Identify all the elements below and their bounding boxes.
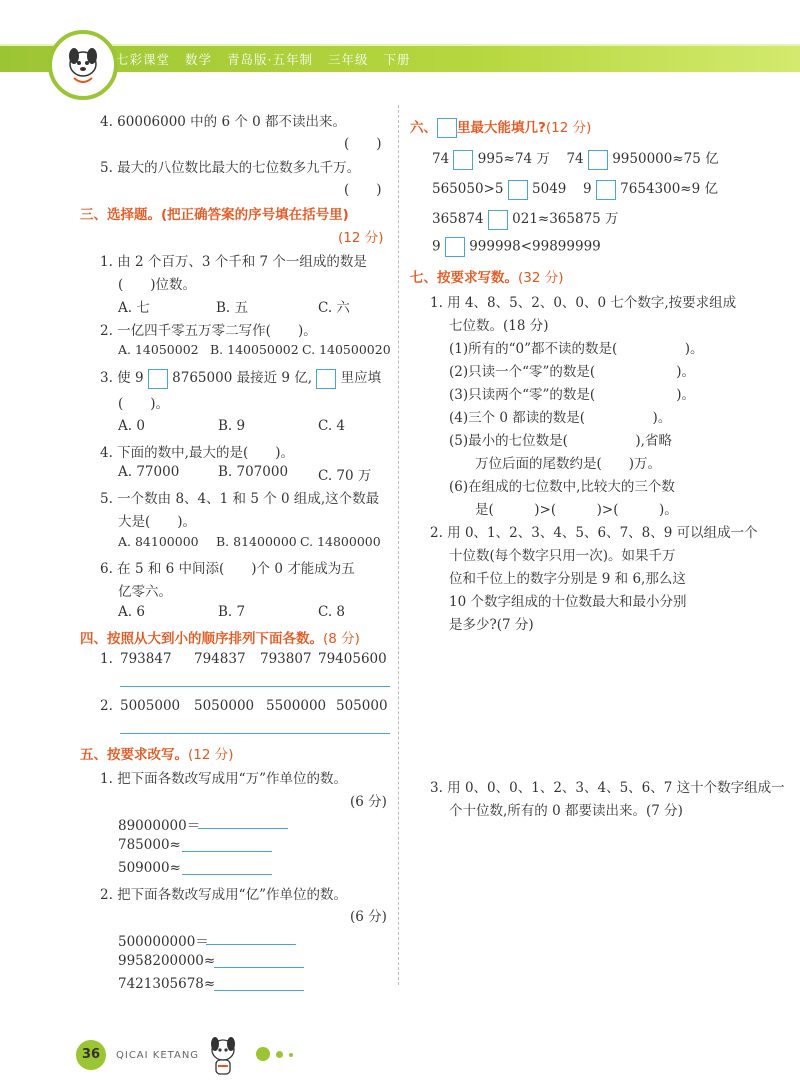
choice-3-option-c[interactable]: C. 4 [318,418,346,434]
rewrite-1-answer-3[interactable] [182,874,272,875]
rewrite-2-item-2: 9958200000≈ [118,953,216,969]
choice-5-stem-2: 大是( )。 [118,514,197,530]
footer-brand: QICAI KETANG [116,1050,200,1061]
choice-4-option-c[interactable]: C. 70 万 [318,468,372,484]
rewrite-1-answer-1[interactable] [198,828,288,829]
write-1-item-3[interactable]: (3)只读两个“零”的数是( )。 [449,387,695,403]
choice-6-stem-2: 亿零六。 [118,584,172,600]
section-7-points: (32 分) [518,270,564,286]
fill-3a: 365874 [432,211,484,227]
choice-4-stem: 4. 下面的数中,最大的是( )。 [100,445,294,461]
choice-3-option-b[interactable]: B. 9 [218,418,246,434]
choice-6-option-c[interactable]: C. 8 [318,604,346,620]
order-2-num-d: 505000 [336,698,388,714]
choice-3-part-b: 8765000 最接近 9 亿, [172,370,313,386]
fill-box[interactable] [488,210,508,230]
section-3-points [338,226,384,246]
order-2-index: 2. [100,698,113,714]
judge-q5-answer[interactable]: ( ) [344,182,382,198]
choice-1-stem-2: ( )位数。 [118,277,197,293]
choice-5-option-a[interactable]: A. 84100000 [118,534,199,549]
rewrite-1-stem: 1. 把下面各数改写成用“万”作单位的数。 [100,771,347,787]
choice-5-option-b[interactable]: B. 81400000 [216,534,297,549]
choice-6-stem: 6. 在 5 和 6 中间添( )个 0 才能成为五 [100,561,355,577]
fill-box[interactable] [508,180,528,200]
choice-1-option-a[interactable]: A. 七 [118,300,150,316]
choice-1-stem: 1. 由 2 个百万、3 个千和 7 个一组成的数是 [100,254,367,270]
fill-2a: 565050>5 [432,181,504,197]
grade: 三年级 [327,52,369,67]
choice-6-option-a[interactable]: A. 6 [118,604,145,620]
order-1-index: 1. [100,651,113,667]
order-1-answer-line[interactable] [120,686,390,687]
fill-2c: 9 [582,181,592,197]
fill-box[interactable] [316,369,336,389]
choice-4-option-a[interactable]: A. 77000 [118,464,180,480]
choice-1-option-c[interactable]: C. 六 [318,300,350,316]
judge-q4: 4. 60006000 中的 6 个 0 都不读出来。 [100,114,347,130]
dog-mascot-icon [52,34,114,96]
section-7-title-text: 七、按要求写数。 [410,270,518,286]
order-1-num-c: 793807 [260,651,312,667]
order-2-num-c: 5500000 [266,698,327,714]
section-4-points: (8 分) [323,631,360,647]
order-2-num-a: 5005000 [120,698,181,714]
fill-row-2 [432,177,718,200]
write-1-item-2[interactable]: (2)只读一个“零”的数是( )。 [449,364,695,380]
rewrite-2-answer-2[interactable] [214,967,304,968]
choice-6-option-b[interactable]: B. 7 [218,604,246,620]
section-3-points-text: (12 分) [338,230,384,246]
fill-2b: 5049 [532,181,567,197]
footer-mascot [198,1032,248,1084]
order-1-num-d: 79405600 [318,651,387,667]
rewrite-1-answer-2[interactable] [182,851,272,852]
judge-q4-answer[interactable]: ( ) [344,136,382,152]
choice-2-option-b[interactable]: B. 140050002 [210,342,299,357]
rewrite-1-item-3: 509000≈ [118,860,181,876]
write-1-stem-2: 七位数。(18 分) [449,318,549,334]
mascot-logo [48,30,118,100]
choice-3-stem-2: ( )。 [118,396,170,412]
footer-dot-large [256,1047,270,1061]
choice-4-option-b[interactable]: B. 707000 [218,464,289,480]
fill-3b: 021≈365875 万 [512,211,619,227]
judge-q5: 5. 最大的八位数比最大的七位数多九千万。 [100,160,361,176]
footer-dot-medium [276,1051,283,1058]
write-2-line-3: 位和千位上的数字分别是 9 和 6,那么这 [449,571,686,587]
rewrite-1-item-2: 785000≈ [118,837,181,853]
series-name: 七彩课堂 [116,52,171,67]
fill-1d: 9950000≈75 亿 [612,151,719,167]
section-6-title [410,116,591,138]
choice-1-option-b[interactable]: B. 五 [216,300,249,316]
write-1-item-1[interactable]: (1)所有的“0”都不读的数是( )。 [449,341,704,357]
fill-box[interactable] [453,150,473,170]
choice-2-option-a[interactable]: A. 14050002 [118,342,199,357]
rewrite-2-points: (6 分) [350,909,387,925]
choice-2-stem: 2. 一亿四千零五万零二写作( )。 [100,323,317,339]
write-2-line-4: 10 个数字组成的十位数最大和最小分别 [449,594,687,610]
choice-3-part-a: 3. 使 9 [100,370,144,386]
edition: 青岛版·五年制 [227,52,313,67]
write-3-line-2: 个十位数,所有的 0 都要读出来。(7 分) [449,803,683,819]
section-6-title-text: 里最大能填几? [457,120,546,136]
write-1-item-6: (6)在组成的七位数中,比较大的三个数 [449,479,675,495]
write-1-item-5b[interactable]: 万位后面的尾数约是( )万。 [475,456,662,472]
rewrite-2-item-1: 500000000＝ [118,934,209,950]
write-1-item-6b[interactable]: 是( )>( )>( )。 [475,502,678,518]
rewrite-2-answer-3[interactable] [214,990,304,991]
choice-2-option-c[interactable]: C. 140500020 [302,342,391,357]
footer-dot-small [289,1053,293,1057]
fill-row-3 [432,207,619,230]
subject: 数学 [185,52,213,67]
choice-3-part-c: 里应填 [340,370,382,386]
write-2-line-1: 2. 用 0、1、2、3、4、5、6、7、8、9 可以组成一个 [430,525,758,541]
section-4-title [80,627,360,647]
page-number: 36 [76,1040,106,1070]
write-1-item-5[interactable]: (5)最小的七位数是( ),省略 [449,433,672,449]
fill-row-1 [432,147,719,170]
section-5-title-text: 五、按要求改写。 [80,747,188,763]
fill-4a: 9 [432,238,441,255]
section-6-points: (12 分) [545,120,592,136]
fill-1a: 74 [432,151,450,167]
rewrite-2-answer-1[interactable] [206,944,296,945]
write-2-line-5: 是多少?(7 分) [449,617,534,633]
section-4-title-text: 四、按照从大到小的顺序排列下面各数。 [80,631,323,647]
fill-row-4 [432,237,601,257]
fill-box[interactable] [596,180,616,200]
fill-box[interactable] [148,369,168,389]
choice-3-stem [100,366,381,389]
section-3-title: 三、选择题。(把正确答案的序号填在括号里) [80,207,349,223]
fill-box[interactable] [445,237,465,257]
rewrite-1-item-1: 89000000＝ [118,818,201,834]
column-divider [398,105,399,985]
section-7-title [410,266,564,286]
order-2-num-b: 5050000 [194,698,255,714]
fill-1b: 995≈74 万 [477,151,550,167]
section-5-points: (12 分) [188,747,234,763]
section-5-title [80,743,234,763]
volume: 下册 [383,52,411,67]
rewrite-2-stem: 2. 把下面各数改写成用“亿”作单位的数。 [100,887,347,903]
order-2-answer-line[interactable] [120,733,390,734]
fill-1c: 74 [566,151,584,167]
choice-3-option-a[interactable]: A. 0 [118,418,145,434]
dog-mascot-small-icon [198,1032,248,1080]
section-6-prefix: 六、 [410,120,437,136]
fill-box-icon [437,118,457,138]
write-1-item-4[interactable]: (4)三个 0 都读的数是( )。 [449,410,672,426]
order-1-num-b: 794837 [194,651,246,667]
header-title [116,50,420,68]
write-3-line-1: 3. 用 0、0、0、1、2、3、4、5、6、7 这十个数字组成一 [430,780,785,796]
fill-box[interactable] [588,150,608,170]
fill-2d: 7654300≈9 亿 [620,181,718,197]
write-2-line-2: 十位数(每个数字只用一次)。如果千万 [449,548,676,564]
rewrite-1-points: (6 分) [350,794,387,810]
rewrite-2-item-3: 7421305678≈ [118,976,216,992]
order-1-num-a: 793847 [120,651,172,667]
write-1-stem: 1. 用 4、8、5、2、0、0、0 七个数字,按要求组成 [430,295,737,311]
choice-5-option-c[interactable]: C. 14800000 [300,534,381,549]
fill-4b: 999998<99899999 [469,238,601,255]
choice-5-stem: 5. 一个数由 8、4、1 和 5 个 0 组成,这个数最 [100,491,380,507]
